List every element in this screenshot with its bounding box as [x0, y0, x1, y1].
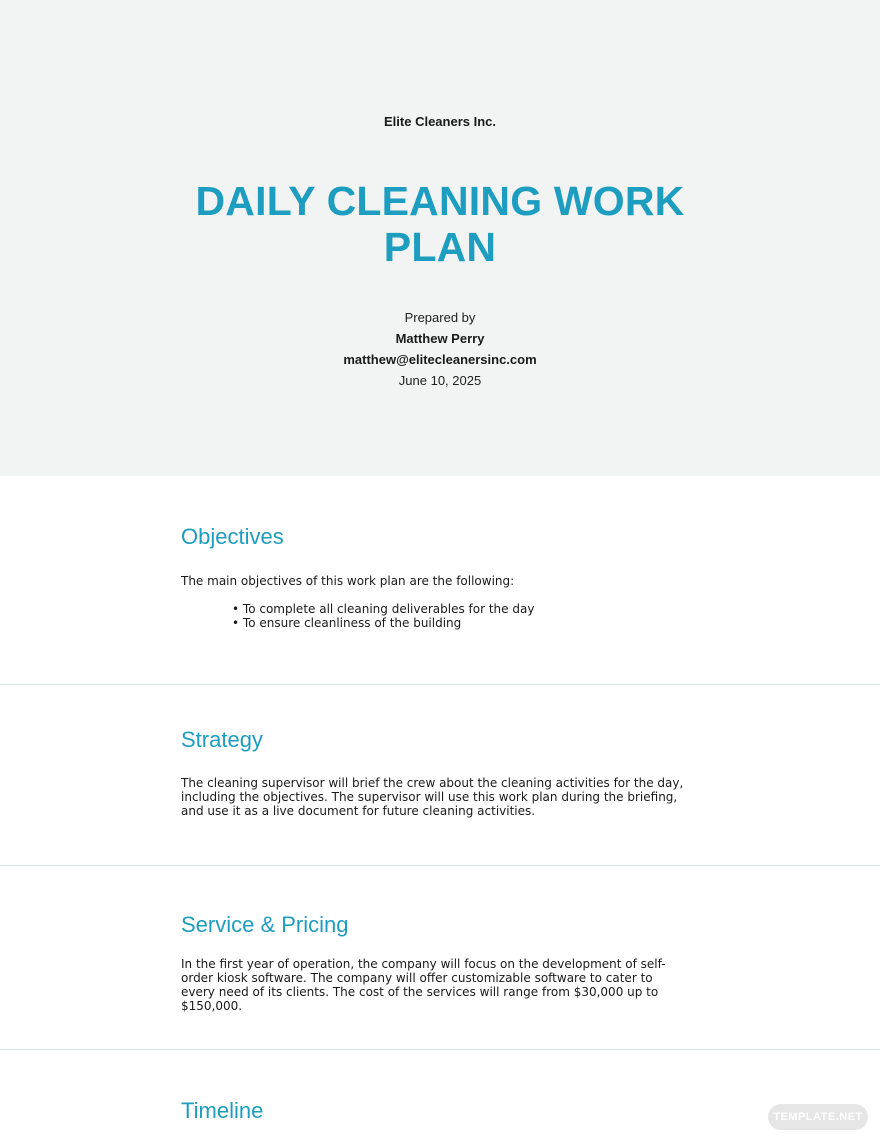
- document-title: DAILY CLEANING WORK PLAN: [195, 178, 685, 270]
- prepared-by-label: Prepared by: [404, 310, 476, 325]
- list-item: • To complete all cleaning deliverables for the day: [232, 602, 534, 616]
- section-divider: [0, 684, 880, 685]
- watermark-badge: TEMPLATE.NET: [768, 1104, 868, 1130]
- section-divider: [0, 865, 880, 866]
- timeline-heading: Timeline: [181, 1098, 264, 1123]
- document-date: June 10, 2025: [398, 373, 482, 388]
- service-pricing-heading: Service & Pricing: [181, 912, 349, 937]
- strategy-body: The cleaning supervisor will brief the crew about the cleaning activities for the day, including the objectives. The supervisor will use this work plan during the briefing, and use it as a live document for future cleaning activities.: [181, 776, 684, 818]
- service-pricing-body: In the first year of operation, the company will focus on the development of self-order kiosk software. The company will offer customizable software to cater to every need of its clients. The cost of the services will range from $30,000 up to $150,000.: [181, 957, 666, 1013]
- objectives-intro: The main objectives of this work plan are the following:: [181, 574, 515, 588]
- strategy-heading: Strategy: [181, 727, 263, 752]
- section-divider: [0, 1049, 880, 1050]
- author-email: matthew@elitecleanersinc.com: [343, 352, 537, 367]
- list-item: • To ensure cleanliness of the building: [232, 616, 534, 630]
- cover-section: [0, 0, 880, 476]
- author-name: Matthew Perry: [395, 331, 485, 346]
- company-name: Elite Cleaners Inc.: [384, 114, 496, 129]
- objectives-list: [232, 602, 534, 630]
- objectives-heading: Objectives: [181, 524, 284, 549]
